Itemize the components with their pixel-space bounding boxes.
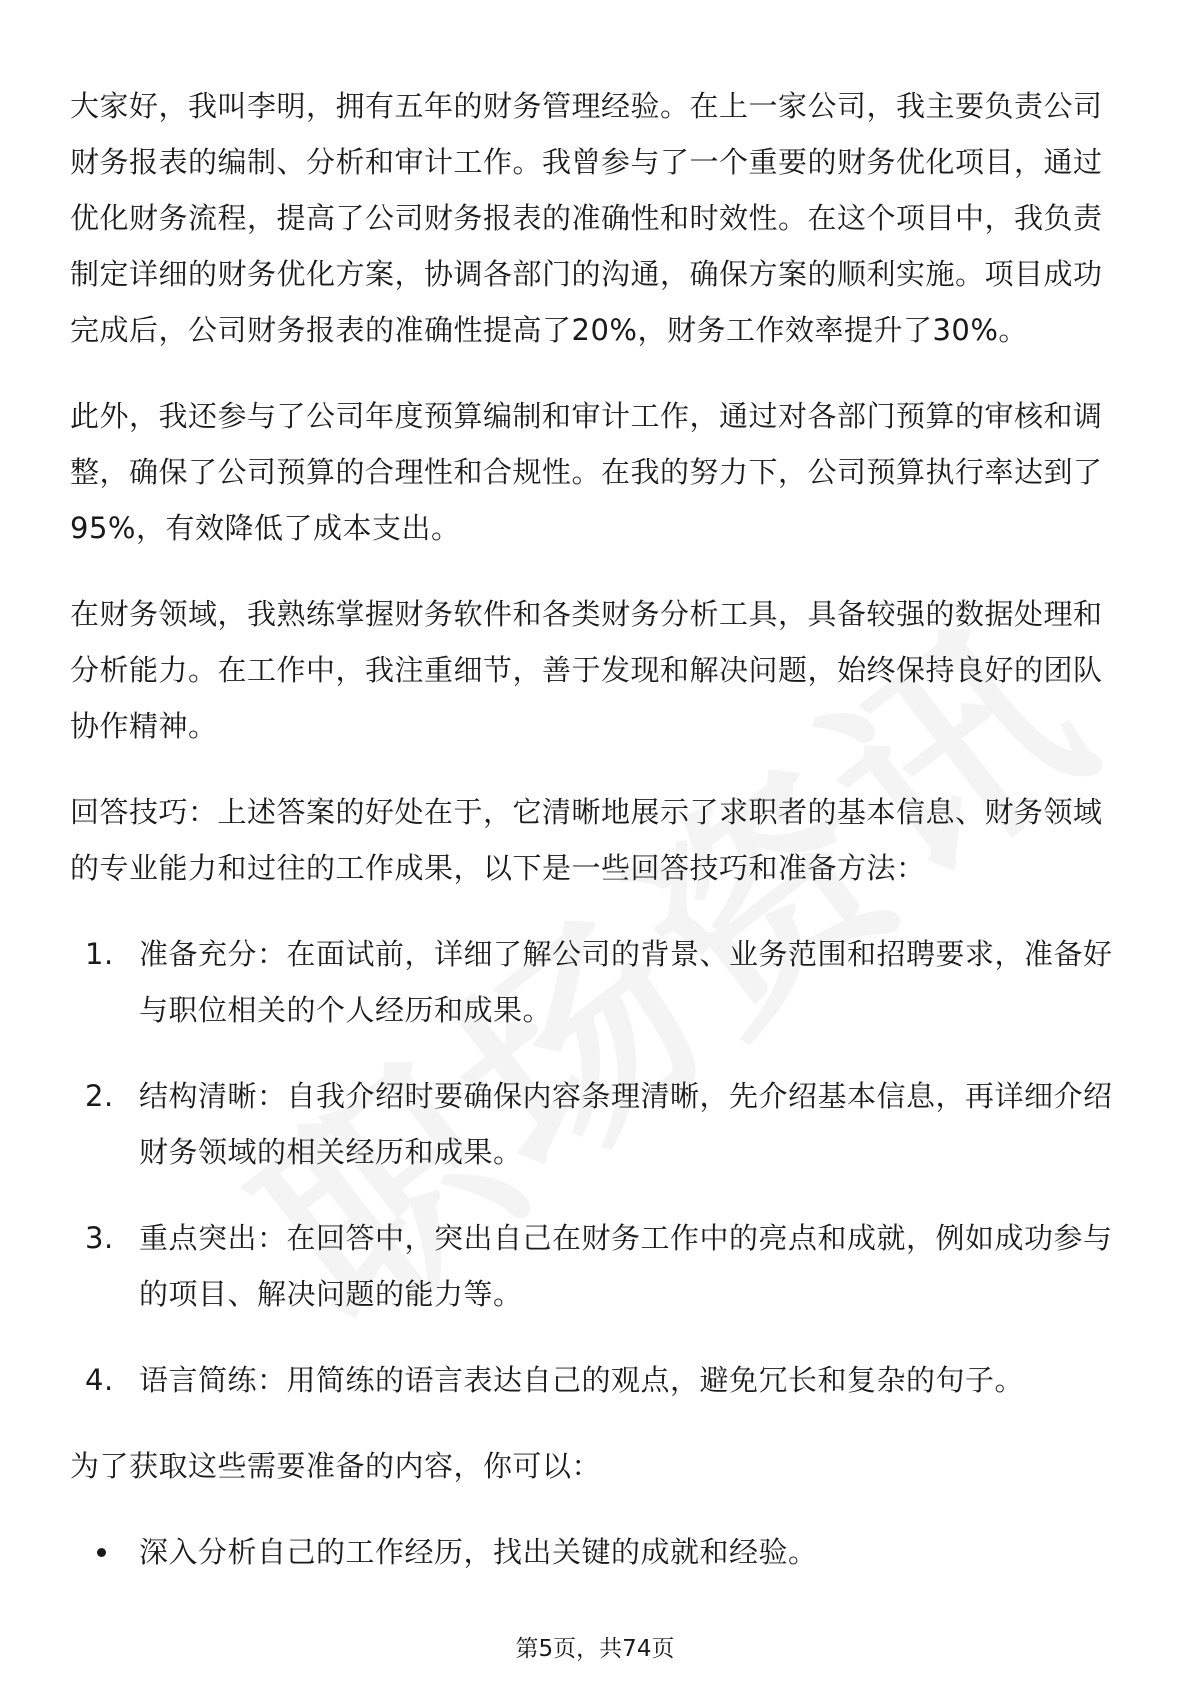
list-item-text: 语言简练：用简练的语言表达自己的观点，避免冗长和复杂的句子。 bbox=[139, 1363, 1025, 1397]
list-number: 2. bbox=[85, 1079, 114, 1113]
list-item bbox=[85, 1210, 1120, 1322]
paragraph-prep-intro: 为了获取这些需要准备的内容，你可以： bbox=[70, 1449, 602, 1483]
list-item bbox=[85, 1068, 1120, 1180]
list-number: 1. bbox=[85, 937, 114, 971]
bullet-icon bbox=[97, 1548, 106, 1557]
list-item bbox=[85, 1352, 1120, 1408]
list-number: 3. bbox=[85, 1221, 114, 1255]
list-item bbox=[85, 926, 1120, 1038]
paragraph-tips-intro: 回答技巧：上述答案的好处在于，它清晰地展示了求职者的基本信息、财务领域的专业能力和过往的工作成果，以下是一些回答技巧和准备方法： bbox=[70, 795, 1103, 885]
list-item-text: 结构清晰：自我介绍时要确保内容条理清晰，先介绍基本信息，再详细介绍财务领域的相关经历和成果。 bbox=[139, 1079, 1113, 1169]
document-body bbox=[70, 78, 1120, 1610]
paragraph-intro: 大家好，我叫李明，拥有五年的财务管理经验。在上一家公司，我主要负责公司财务报表的编制、分析和审计工作。我曾参与了一个重要的财务优化项目，通过优化财务流程，提高了公司财务报表的准确性和时效性。在这个项目中，我负责制定详细的财务优化方案，协调各部门的沟通，确保方案的顺利实施。项目成功完成后，公司财务报表的准确性提高了20%，财务工作效率提升了30%。 bbox=[70, 89, 1103, 347]
list-item-text: 准备充分：在面试前，详细了解公司的背景、业务范围和招聘要求，准备好与职位相关的个人经历和成果。 bbox=[139, 937, 1113, 1027]
list-number: 4. bbox=[85, 1363, 114, 1397]
list-item bbox=[85, 1524, 1120, 1580]
paragraph-budget: 此外，我还参与了公司年度预算编制和审计工作，通过对各部门预算的审核和调整，确保了公司预算的合理性和合规性。在我的努力下，公司预算执行率达到了95%，有效降低了成本支出。 bbox=[70, 399, 1103, 545]
list-item-text: 深入分析自己的工作经历，找出关键的成就和经验。 bbox=[139, 1535, 818, 1569]
paragraph-skills: 在财务领域，我熟练掌握财务软件和各类财务分析工具，具备较强的数据处理和分析能力。在工作中，我注重细节，善于发现和解决问题，始终保持良好的团队协作精神。 bbox=[70, 597, 1103, 743]
page-number: 第5页，共74页 bbox=[515, 1636, 675, 1662]
tips-list bbox=[70, 926, 1120, 1408]
prep-list bbox=[70, 1524, 1120, 1580]
list-item-text: 重点突出：在回答中，突出自己在财务工作中的亮点和成就，例如成功参与的项目、解决问题的能力等。 bbox=[139, 1221, 1113, 1311]
